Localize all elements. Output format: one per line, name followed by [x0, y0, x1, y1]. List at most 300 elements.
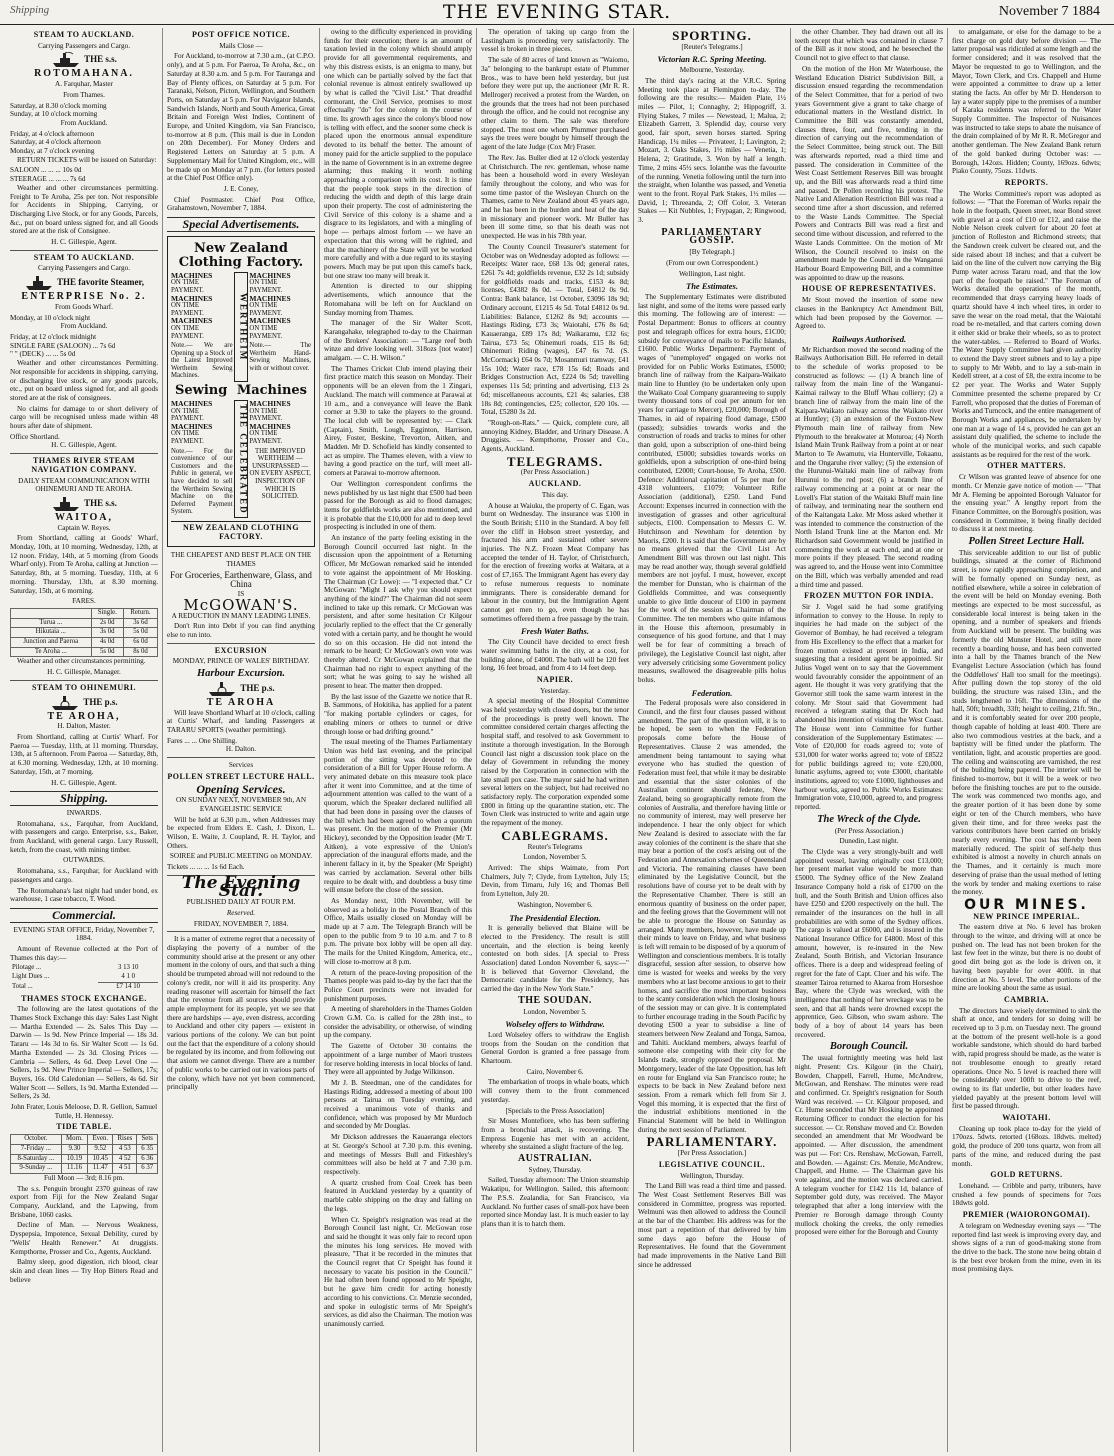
- table-header: Single.: [91, 608, 123, 618]
- ship-label: [10, 275, 158, 291]
- editorial-paragraph: It is a matter of extreme regret that a necessity of displaying the poverty of a number of the community should arise at the present or any other moment in the colony of ours, and that such a thing should be trumpeted abroad will not redound to the colony's credit, nor will it aid its prosperity. Any reading reasoner will ascertain for himself the fact that the revenue from all sources should provide ample employment for its people, yet we see that there are hardships — aye, even distress, according to Auckland and other city papers — existent in various portions of the colony. We can but point out the fact that the expenditure of a colony should be regulated by its income, and from following out that axiom we cannot diverge. There are a number of public works to be carried out in various parts of the colony, which have not yet been commenced, principally: [167, 935, 315, 1092]
- ship-name: ENTERPRISE No. 2.: [21, 291, 147, 303]
- dateline: London, November 5.: [523, 853, 587, 862]
- column-2: [163, 28, 320, 1452]
- table-cell: 9.52: [88, 1144, 113, 1154]
- editorial-date: FRIDAY, NOVEMBER 7, 1884.: [193, 919, 289, 928]
- agent-signature: H. C. Gillespie, Agent.: [51, 778, 117, 787]
- dateline-place: NAPIER.: [536, 674, 574, 684]
- masthead: [0, 0, 1114, 25]
- table-header-row: [11, 1135, 158, 1145]
- ad-cell-right: [249, 272, 311, 382]
- ad-heading: POLLEN STREET LECTURE HALL.: [167, 771, 315, 781]
- table-header: [11, 608, 92, 618]
- news-paragraph: This serviceable addition to our list of public buildings, situated at the corner of Richmond street, is now rapidly approaching completion, and will be formally opened on Sunday next, as notified elsewhere, while a soiree in celebration of the event will be held on Monday evening. Both meetings are expected to be most successful, as considerable local interest is being taken in the opening, and a number of speakers and friends from Auckland will be present. The building was formerly the old Munster Hotel, and still more recently a boarding house, and has been converted into a hall by the Thames branch of the New Evangelist Lecture Association (which has found the Oddfellows' Hall too small for the meetings). After pulling down the top storey of the old building, the structure was raised 13in., and the studs lengthened to 16ft. The dimensions of the hall, 50ft; breadth, 33ft; height to ceiling, 21ft. 9in., and it is comfortably seated for over 200 people, though capable of holding at least 400. There are also two commodious vestries at the back, and a baptistry will be fitted under the platform. The ventilation, light, and acoustic properties are good. The ceiling and wainscoting are varnished, the rest of the building being papered. The interior will be finished to-morrow, but it will be a week or two before the finishing touches are put to the outside. The work was commenced two months ago, and the greater portion of it has been done by some eight or ten of the Church members, who have given their time, and for three weeks past the various contributors have been carried on briskly nearly every evening. The cost has thereby been materially reduced. The spirit of self-help thus exhibited is almost a novelty in church annals on the Thames, and it certainly is much more deserving of praise than the usual method of letting the work by tender and making exertions to raise the money.: [952, 548, 1101, 897]
- agent-signature: H. C. Gillespie, Agent.: [51, 441, 117, 450]
- news-paragraph: The Works Committee's report was adopted as follows: — "That the Foreman of Works repair the hole in the footpath, Queen street, near Bond street with gravel at a cost of £10 or £12, and raise the Noble Nelson creek culvert for about 20 feet at junction of Rolleston and Richmond streets; that the Sandown creek culvert be cleared out, and the side raised about 18 inches; and that a culvert be laid on the line of the culvert now carrying the Big Pump water across Tararu road, and that the low part of the footpath be raised." The Foreman of Works detailed the operations of the month, recommended that drays carrying heavy loads of quartz should have 4 inch wheel tires, in order to save the wear on the road metal, that the Waiotahi road be re-metalled, and that carters coming down it either skid or brake their wheels, so as to protect the water-tables. — Referred to Board of Works. The Water Supply Committee had given authority to extend the Davy street subnets and to lay a pipe to supply to Mr Webb, and to lay a sub-main in Kedell street, at a cost of £8, the extra income to be £2 per year. The Works and Water Supply Committee presented the scheme prepared by Cr Farrell, who proposed that the duties of Foreman of Works and Turncock, and the entire management of Borough Works and appliances, be undertaken by one man at a wage of 14 s, provided he can get an assistant duly qualified, the scheme to include the whole of the municipal works, and such capable assistants as be required for the rest of the work.: [952, 189, 1101, 459]
- press-credit: Reuter's Telegrams: [527, 842, 583, 851]
- dateline: Dunedin, Last night.: [839, 837, 899, 846]
- masthead-date: November 7 1884: [998, 4, 1100, 19]
- terms-label: PAYMENT.: [171, 286, 204, 294]
- ad-heading: POST OFFICE NOTICE.: [191, 30, 291, 39]
- ad-note: Note.— We are Opening up a Stock of the Latest Improved Wertheim Sewing Machines.: [171, 342, 233, 380]
- ad-notice: Will leave Shortland Wharf at 10 o'clock, calling at Curtis' Wharf, and landing Passengers at TARARU SPORTS (weather permitting).: [167, 708, 315, 734]
- column-5: [634, 28, 791, 1452]
- news-paragraph: The Gazette of October 30 contains the appointment of a large number of Maori trustees for reserve holding interests in local blocks of land. They were all appointed by Judge Wilkinson.: [324, 1042, 472, 1077]
- ad-grid: [171, 272, 311, 382]
- ad-notice: Will be held at 6.30 p.m., when Addresses may be expected from Elders E. Cash, J. Dixon, L. Wilson, E. Waite, J. Coupland, R. H. Taylor, and Others.: [167, 815, 315, 850]
- ship-prefix: THE favorite Steamer,: [57, 277, 144, 288]
- tide-table: [10, 1134, 158, 1174]
- agent-signature: H. C. Gillespie, Manager.: [47, 668, 121, 677]
- ad-grid: [171, 400, 311, 518]
- table-cell: Total ...: [12, 982, 33, 990]
- subheading: GOLD RETURNS.: [990, 1170, 1063, 1180]
- signature-title: Chief Postmaster. Chief Post Office, Grahamstown, November 7, 1884.: [167, 195, 315, 213]
- news-paragraph: Cr Wilson was granted leave of absence for one month. Cr Menzie gave notice of motion — "That Mr A. Fleming be appointed Borough Valuator for the ensuing year." A lengthy report from the Finance Committee, on the Borough's position, was considered in Committee, it being finally decided to discuss it at next meeting.: [952, 473, 1101, 534]
- sailing-time: Sunday, at 10 o'clock morning: [10, 110, 98, 119]
- divider: [10, 680, 158, 681]
- table-cell: 4s 0d: [91, 638, 123, 648]
- machines-label: MACHINES: [249, 421, 291, 431]
- news-paragraph: The Federal proposals were also considered in Council, and the first four clauses passed without amendment. The part of the question will, it is to be hoped, be seen to when the Federation proposals come before the House of Representatives. Clause 2 was amended, the amendment being tantamount to saying what everyone who has studied the question of Federation must feel, that while it may be desirable and essential that the sister colonies of the Australian continent should federate, New Zealand, being so geographically remote from the colonies of Australia, and therefore having little or no community of interest, may well preserve her independence. I hear the only object for which New Zealand is desired to associate with the far away colonies of the continent is the share that she may bear a portion of the cost's arising out of the Federation and Annexation schemes of Queensland and Victoria. The remaining clauses have been eliminated by the Legislative Council, but the resolutions have of course yet to be dealt with by the Representative Chamber. There is still an enormous quantity of business on the order paper, and the feeling grows that the Government will not be able to prorogue the House on Saturday as arranged. Many members, however, have made up their minds to leave on Friday, and what business is left will remain to be disposed of by a quorum of Wellington and conscientious members. It is totally disgraceful, session after session, to observe how time is wasted for weeks and weeks by the very members who at last become anxious to get to their homes, and sacrifice the most important business to the scanty consideration which the closing hours of the session may or can give. It is contemplated to further encourage trading in the South Pacific by devoting £500 a year to subsidise a line of steamers between New Zealand and Tonga, Samoa, and Tahiti. Auckland members, always fearful of someone else competing with their city for the Islands trade, strongly opposed the proposal. Mr Montgomery, leader of the late Opposition, has left en route for England via San Francisco route; he expects to be back in New Zealand before next session. From a remark which fell from Sir J. Vogel this morning, it is expected that the first of the industrial exhibitions mentioned in the Financial Statement will be held in Wellington during the next session of Parliament.: [638, 699, 786, 1134]
- subheading: The Wreck of the Clyde.: [817, 813, 921, 825]
- reserved-line: Reserved.: [226, 908, 256, 917]
- news-paragraph: A quartz crushed from Coal Creek has been featured in Auckland yesterday by a quantity of marble cable shipping on the dray and falling on the legs.: [324, 1178, 472, 1213]
- ship-label: [10, 52, 158, 68]
- ship-master: A. Farquhar, Master: [55, 80, 113, 89]
- steamship-icon: [24, 275, 54, 291]
- sailing-time: Friday, at 4 o'clock afternoon: [10, 129, 95, 138]
- route-header: From Goods Wharf.: [55, 302, 113, 311]
- table-cell: 10.45: [88, 1154, 113, 1164]
- fare-line: SINGLE FARE (SALOON) ... 7s 6d: [10, 341, 116, 350]
- news-paragraph: An instance of the party feeling existing in the Borough Council occurred last night. In the discussion upon the appointment of a Returning Officer, Mr McGowan remarked said he intended to vote against the appointment of Mr Hosking. The Chairman (Cr Lowe): — "I expected that." Cr McGowan: "Might I ask why you should expect anything of the kind?" The Chairman did not seem inclined to take up this remark. Cr McGowan was persistent, and after some hesitation Cr Kilgour jocularly replied to the effect that the Cr generally voted with a certain party, and he thought he would do so on this occasion. He did not intend the remark to be heard; Cr McGowan's own vote was thereby altered. Cr McGowan explained that the Chairman had no right to expect anything of the sort; what he was going to say he wished all present to hear. The matter then dropped.: [324, 534, 472, 691]
- news-paragraph: Arrived: The ships Waimate, from Port Chalmers, July 7; Clyde, from Lyttelton, July 15; Devin, from Timaru, July 16; and Thomas Bell from Lyttelton, July 20.: [481, 863, 629, 899]
- table-cell: 6 37: [137, 1164, 158, 1174]
- news-paragraph: the other Chamber. They had drawn out all its teeth except that which was contained in clause 7 of the Bill as it now stood, and he beseeched the Council not to give effect to that clause.: [795, 28, 943, 63]
- terms-label: ON TIME: [249, 324, 278, 332]
- advertisement-paragraph: "Rough-on-Rats." — Quick, complete cure, all annoying Kidney, Bladder, and Urinary Disease. A Druggists. — Kempthorne, Prosser and Co., Agents, Auckland.: [481, 418, 629, 454]
- ship-name: ROTOMAHANA.: [34, 68, 134, 80]
- news-paragraph: The City Council have decided to erect fresh water swimming baths in the city, at a cost, for building alone, of £4000. The bath will be 120 feet long, 16 feet broad, and from 4 to 14 feet deep.: [481, 638, 629, 673]
- article-paragraph: The Rotomahana's last night had under bond, ex warehouse, 1 case tobacco, T. Wood.: [10, 886, 158, 904]
- table-cell: 9.30: [61, 1144, 88, 1154]
- dateline: Cairo, November 6.: [526, 1067, 584, 1076]
- advertisement-paragraph: Decline of Man. — Nervous Weakness, Dyspepsia, Impotence, Sexual Debility, cured by "Wells' Health Renewer." At druggists. Kempthorne, Prosser and Co., Agents, Auckland.: [10, 1221, 158, 1256]
- article-paragraph: The following are the latest quotations of the Thames Stock Exchange this day: Sales Last Night — Martha Extended — 2s. Sales This Day — Darwin — 1s 9d. New Prince Imperial — 18s 3d. Tararu — 14s 3d to 6s. Sir Walter Scott — 1s 6d. Martha Extended — 2s 3d. Closing Prices — Cambria — Sellers, 4s 6d. Deep Level One — Sellers, 1s 9d. New Prince Imperial — Sellers, 17s; Buyers, 16s. Old Caledonian — Sellers, 4s 6d. Sir Walter Scott — Sellers, 1s 9d. Martha Extended — Sellers, 2s 3d.: [10, 1005, 158, 1101]
- article-paragraph: Rotomahana, s.s., Farquhar, for Auckland with passengers and cargo.: [10, 867, 158, 884]
- subheading: The Estimates.: [686, 281, 738, 292]
- press-credit: [Per Press Association.]: [677, 1149, 747, 1158]
- revenue-table: [10, 964, 158, 991]
- sailing-time: Monday, at 10 o'clock night: [10, 313, 91, 322]
- column-6: [791, 28, 948, 1452]
- table-cell: 5s 0d: [124, 628, 158, 638]
- ship-label: [10, 496, 158, 512]
- section-heading-cablegrams: CABLEGRAMS.: [501, 827, 609, 843]
- section-heading-parliamentary-gossip: PARLIAMENTARY GOSSIP.: [661, 226, 763, 247]
- column-3: [320, 28, 477, 1452]
- subheading: OTHER MATTERS.: [987, 461, 1066, 471]
- steamship-icon: [51, 496, 81, 512]
- terms-label: PAYMENT.: [249, 286, 283, 294]
- ad-cell-right: [249, 400, 311, 518]
- dateline: London, November 5.: [523, 1007, 587, 1016]
- ad-title: Harbour Excursion.: [196, 668, 286, 680]
- terms-label: ON TIME: [171, 302, 200, 310]
- ad-heading: EXCURSION: [214, 645, 268, 655]
- route-header: From Thames.: [63, 90, 105, 99]
- dateline: Wellington, Last night.: [678, 269, 746, 278]
- news-paragraph: The manager of the Sir Walter Scott, Karangahake, telegraphed to-day to the Chairman of the Brokers' Association: — "Large reef both winze and drive looking well. 318ozs [not water] amalgam. — C. H. Wilson.": [324, 319, 472, 363]
- ad-title: Opening Services.: [196, 782, 286, 797]
- news-paragraph: Mr Richardson moved the second reading of the Railways Authorisation Bill. He referred in detail to the schedule of works proposed to be constructed as follows: — (1) A branch line of railway from the main line of the Wanganui-Kaimai railway to the Bluff Whau colliery; (2) a branch line of railway from the main line of the Kaipara-Waikato railway across the Waikato river at Huntley; (3) an extension of the Foxton-New Plymouth main line of railway from New Plymouth to the breakwater at Moturoa; (4) North Island Main Trunk Railway from a point at or near Marton to Te Awamutu, via Hunterville, Tokaanu, and the Ongaruhe river valley; (5) the extension of the Hurunui-Waitaki main line of railway from Hurunui to the red post; (6) a branch line of railway commencing at a point at or near the Lovell's Flat station of the Waitaki Bluff main line of railway, and terminating near the southern end of the Kaitangata Lake. Mr Moss asked whether it was intended to commence the construction of the North Island Trunk line at the Marton end. Mr Richardson said Government would be justified in commencing the work at each end, and at one or more points if they pleased. The second reading was agreed to, and the House went into Committee on the Bill, which was verbally amended and read a third time and passed.: [795, 345, 943, 589]
- news-paragraph: The eastern drive at No. 6 level has broken through to the winze, and driving will at once be pushed on. The lead has not been broken for the last few feet in the winze, but there is no doubt of good dirt being got as the lode is driven on, it having been payable for over 400ft. in that direction at No. 5 level. The other portions of the mine are looking about the same as usual.: [952, 923, 1101, 993]
- table-row: [10, 973, 158, 982]
- press-credit: (Per Press Association.): [834, 826, 904, 835]
- ad-subheading: ON SUNDAY NEXT, NOVEMBER 9th, AN EVANGELISTIC SERVICE: [175, 796, 307, 813]
- ad-cell-left: [171, 272, 233, 382]
- section-heading-special: Special Advertisements.: [167, 217, 315, 232]
- table-cell: 4 53: [113, 1144, 137, 1154]
- subheading: Victorian R.C. Spring Meeting.: [657, 54, 767, 65]
- ship-label: [10, 695, 158, 711]
- ad-notice: Weather and other circumstances Permitting. Not responsible for accidents in shipping, carrying, or discharging live stock, or any goods parcels, etc., put on board unless signed for, and all goods stored are at the risk of consignees.: [10, 359, 158, 402]
- subheading: Borough Council.: [829, 1041, 909, 1053]
- clothing-factory-ad: [167, 236, 315, 548]
- ad-title: New Zealand Clothing Factory.: [178, 240, 304, 270]
- table-cell: 3 13 10: [117, 964, 139, 972]
- columns: [6, 28, 1108, 1452]
- brokers: John Frater, Louis Meloose, D. R. Gellion, Samuel Tuttle, H. Hennessy.: [10, 1103, 158, 1120]
- sailing-time: Friday, at 12 o'clock midnight: [10, 332, 97, 341]
- news-paragraph: The sale of 80 acres of land known as "Waiomo, 3a" belonging to the bankrupt estate of Plummer Bros., was to have been held yesterday, but just before they were put up, the auctioneer (Mr R. R. Mellroger) received a protest from the Warden, on the grounds that the trees had not been purchased through the office, and he could not recognise any other claim to them. The sale was therefore stopped. The most one whom Plummer purchased says the trees were bought by himself through the agent of the late Judge (Cox Mr) Fraser.: [481, 56, 629, 152]
- terms-label: ON TIME: [249, 407, 278, 415]
- sailing-schedule: From Shortland, calling at Curtis' Wharf. For Paeroa — Tuesday, 11th, at 11 morning. Thursday, 13th, at 5 afternoon. From Paeroa — Saturday, 8th, at 6.30 morning. Wednesday, 12th, at 10 morning. Saturday, 15th, at 7 morning.: [10, 733, 158, 776]
- news-paragraph: Sailed, Tuesday afternoon: The Union steamship Wakatipu, for Wellington. Sailed, this afternoon: The P.S.S. Zealandia, for San Francisco, via Auckland. No further cases of small-pox have been reported since Monday last. It is much easier to lay plans than it is to hatch them.: [481, 1176, 629, 1228]
- article-paragraph: Amount of Revenue collected at the Port of Thames this day:—: [10, 945, 158, 962]
- table-cell: 7-Friday ...: [11, 1144, 62, 1154]
- news-paragraph: The directors have wisely determined to sink the shaft at once, and tenders for so doing will be received up to 3 p.m. on Tuesday next. The ground at the bottom of the present well-hole is a good workable sandstone, which should do hard barbed with, rapid progress should be made, as the water is not troublesome enough to greatly retard operations. Once No. 5 level is reached there will be considerably over 100ft to drive to the reef, owing to its flat underlie, but other leaders have yielded payably at the present bottom level will first be passed through.: [952, 1006, 1101, 1111]
- table-row: [11, 1164, 158, 1174]
- divider: [167, 931, 315, 932]
- subheading: Wolseley offers to Withdraw.: [505, 1019, 605, 1030]
- ship-master: Captain W. Reyes.: [57, 523, 111, 532]
- press-credit: [By Telegraph.]: [689, 248, 735, 257]
- terms-label: ON TIME: [249, 279, 278, 287]
- ad-notice: No claims for damage to or short delivery of cargo will be recognised unless made within 48 hours after date of shipment.: [10, 404, 158, 431]
- table-header: Sets: [137, 1135, 158, 1145]
- table-cell: Te Aroha ...: [11, 647, 92, 657]
- table-row: [11, 628, 158, 638]
- return-tickets: RETURN TICKETS will be issued on Saturday:: [17, 155, 157, 164]
- machines-label: MACHINES: [171, 399, 213, 409]
- ship-prefix: THE p.s.: [240, 682, 275, 693]
- table-row: [10, 964, 158, 973]
- news-paragraph: The Supplementary Estimates were distributed last night, and some of the items were passed early this morning. The following are of interest: — Postal Department: Bonus to officers at country post and telegraph offices for extra hours, £1C00; subsidy for conveyance of mails to Pacific Islands, £1600. Public Works Department: Payment of wages of "unemployed" engaged on works not provided for on Public Works Estimates, £5000; branch line of railway from the Kaipara-Waikato main line to Huntley (to be undertaken only upon the Waikato Coal Company guaranteeing to supply twenty thousand tons of coal per annum for ten years for carriage to Mercer), £20,000; Borough of Thames, in aid of repairing flood damage, £500 (passed); subsidies towards works and the construction of roads and tracks to mines for other than gold, upon a subscription of one-third being contributed, £5000; subsidies towards works on goldfields, upon a subscription of one-third being contributed, £2000; Court-house, Te Aroha, £500. Defence: Additional capitation of 5s per man for 4318 volunteers, £1079; Volunteer Rifle Association (additional), £250. Land Fund Account: Expenses incurred in connection with the investigation of grasses and other agricultural subjects, £100. Compensation to Messrs C. W. Hutchinson and Newnham for detention by Maoris, £200. It is said that the Government are by no means grieved that the Civil List Act Amendment Bill was thrown out last night. This may be read another way, though several goldfield members are not joyful. I must, however, except the member for Dunstan, who is chairman of the Goldfields Committee, and was consequently unable to give little douceur of £100 in payment for the work of the session as Chairman of the Committee. The ten members who quite infamous in the House this afternoon, presumably in consequence of his good fortune, and that I may well be for fear of committing a breach of privilege), the Legislative Council last night, after very adversely criticising some Government policy measures, swallowed the disagreeable pills holus bolus.: [638, 292, 786, 684]
- news-paragraph: Attention is directed to our shipping advertisements, which announce that the Rotomahana will be left on for Auckland on Sunday morning from Thames.: [324, 282, 472, 317]
- table-row: [11, 647, 158, 657]
- dateline: EVENING STAR OFFICE, Friday, November 7, 1884.: [13, 925, 155, 943]
- ship-prefix: THE p.s.: [83, 696, 118, 707]
- ad-note: Note.— The Wertheim Hand-Sewing Machines, with or without cover.: [249, 342, 311, 372]
- machines-label: MACHINES: [249, 293, 291, 303]
- terms-label: PAYMENT.: [249, 438, 283, 446]
- agent-signature: H. C. Gillespie, Agent.: [51, 238, 117, 247]
- news-paragraph: The Thames Cricket Club intend playing their first practice match this season on Monday. Their opponents will be an eleven from the 1 Zingari, Auckland. The match will commence at Parawai at 10 a.m., and a conveyance will leave the Bank corner at 9.30 to take the players to the ground. The local club will be represented by: — Clark (Captain), Smith, Lough, Egginton, Harrison, Airey, Foster, Beskine, Trevorton, Aitken, and Madden. Mr D. Schofield has kindly consented to act as umpire. The Thames eleven, with a view to having a good practice on the turf, will meet all-comers at Parawai to-morrow afternoon.: [324, 364, 472, 478]
- table-cell: 4 51: [113, 1164, 137, 1174]
- table-row: [10, 982, 158, 991]
- ad-subheading: Carrying Passengers and Cargo.: [37, 264, 131, 273]
- ad-subheading: DAILY STEAM COMMUNICATION WITH OHINEMURI AND TE AROHA.: [18, 476, 150, 494]
- news-paragraph: The Clyde was a very strongly-built and well appointed vessel, having originally cost £13,000; her present market value would be more than £5000. The Sydney office of the New Zealand Insurance Company hold a risk of £1700 on the hull, and the South British and Union offices also have £250 and £200 respectively on the hull. The remainder of the insurances on the hull in all probabilities are with some of the Sydney offices. The cargo is valued at £6000, and is insured in the National Insurance Office for £4800. Most of this amount, however, is re-insured in the New Zealand, South British, and Victorian Insurance offices. There is a deep and widespread feeling of regret for the fate of Capt. Cluer and his wife. The steamer Tairoa returned to Akaroa from Horseshoe Bay, where the Clyde was wrecked, with the intelligence that nothing of her wreckage was to be seen, and that all hands were drowned except the apprentice, Geo. Gibson, who swam ashore. The body of a boy of about 14 years has been recovered.: [795, 847, 943, 1039]
- ad-subheading: SOIREE and PUBLIC MEETING on MONDAY.: [169, 852, 313, 861]
- news-paragraph: As Monday next, 10th November, will be observed as a holiday in the Postal Branch of this Office, Mails usually closed on Monday will be made up at 7 a.m. The Telegraph Branch will be open to the public from 9 to 10 a.m. and 7 to 8 p.m. The private box lobby will be open all day. The mails for the United Kingdom, America, etc., will close to-morrow at 8 p.m.: [324, 896, 472, 966]
- ad-footer: NEW ZEALAND CLOTHING FACTORY.: [171, 521, 311, 541]
- sailing-time: Saturday, at 8.30 o'clock morning: [10, 101, 107, 110]
- table-cell: Turua ...: [11, 618, 92, 628]
- subheading: CAMBRIA.: [1003, 994, 1050, 1004]
- machines-label: MACHINES: [171, 316, 213, 326]
- news-paragraph: The third day's racing at the V.R.C. Spring Meeting took place at Flemington to-day. The following are the results:— Maiden Plate, 1½ miles — Pilot, 1; Connaghy, 2; Hippogriff, 3. Flying Stakes, 7 miles — Newstead, 1; Malua, 2; Elizabeth Garrett, 3. Splendid day, course very good, fair sport, seven horses started. Spring Handicap, 1¼ miles — Privateer, 1; Lavington, 2; Mozart, 3. Oaks Stakes, 1½ miles — Venetia, 1; Helena, 2; Gratitude, 3. Won by half a length. Time, 2 mins 45½ secs. Iolanthe was the favourite of the running. Venetia following until the turn into the straight, when Iolanthe was passed, and Venetia went to the front. Royal Park Stakes, 1½ miles — David, 1; Threeanda, 2; Off Color, 3. Veteran Stakes — Kit Nubbles, 1; Frypagan, 2; Ringwood, 3.: [638, 76, 786, 225]
- table-cell: 8s 0d: [124, 647, 158, 657]
- news-paragraph: A house at Waiuku, the property of C. Egan, was burnt on Wednesday. The insurance was £100 in the South British; £110 in the Standard. A boy fell over the cliff in Hobson street yesterday, and fractured his arm and sustained other severe injuries. The N.Z. Frozen Meat Company has accepted the tender of H. Taylor, of Christchurch, for the erection of freezing works at Waitara, at a cost of £7,165. The Immigrant Agent has every day to refuse numerous requests to nominate immigrants. There is considerable demand for labour in the country, but the Immigration Agent cannot get men to go, even though he has sometimes offered them a free passage by the train.: [481, 501, 629, 623]
- table-row: [11, 1144, 158, 1154]
- table-cell: Hikutaia ...: [11, 628, 92, 638]
- route-header: From Auckland.: [60, 322, 108, 331]
- masthead-section: Shipping: [10, 4, 50, 16]
- table-cell: 9-Sunday ...: [11, 1164, 62, 1174]
- divider: [10, 250, 158, 251]
- ship-name: TE AROHA: [206, 696, 276, 708]
- table-header: Even.: [88, 1135, 113, 1145]
- subheading: THAMES STOCK EXCHANGE.: [21, 993, 147, 1003]
- paddle-steamer-icon: [50, 695, 80, 711]
- fare-line: Fares ... ... One Shilling.: [167, 736, 238, 745]
- fares-heading: FARES.: [72, 597, 96, 606]
- ship-label: [167, 681, 315, 697]
- services-label: Services: [228, 761, 254, 770]
- terms-label: PAYMENT.: [171, 332, 204, 340]
- table-row: [11, 1154, 158, 1164]
- news-paragraph: It is generally believed that Blaine will be elected to the Presidency. The result is still uncertain, and the election is being keenly contested on both sides. [A special to Press Association] dated London November 6, says:—" It is believed that Governor Cleveland, the Democratic candidate for the Presidency, has carried the day in the New York State.": [481, 924, 629, 994]
- news-paragraph: The usual meeting of the Thames Parliamentary Union was held last evening, and the principal portion of the sitting was devoted to the consideration of a Bill for Upper House reform. A very animated debate on this measure took place after it went into Committee, and at the time of adjournment attention was called to the want of a quorum, which the Speaker declared nullified all that had been done in passing over the clauses of the bill which had been agreed to when a quorum was present. On the motion of the Premier (Mr Hickey), seconded by the Opposition leader (Mr T. Aitken), a vote expressive of the Union's appreciation of the inaugural efforts made, and the inherent fallacy in it, by the Speaker (Mr Speight) was carried by acclamation. Several other bills require to be dealt with, and doubtless a busy time will ensue before the close of the session.: [324, 738, 472, 895]
- dateline: Wellington, Thursday.: [680, 1171, 744, 1180]
- machines-label: MACHINES: [171, 270, 213, 280]
- machines-word: Machines: [236, 383, 307, 399]
- advertisement-paragraph: Balmy sleep, good digestion, rich blood, clear skin and clean lines — Try Hop Bitters Read and believe: [10, 1258, 158, 1284]
- terms-label: ON TIME: [171, 430, 200, 438]
- terms-label: PAYMENT.: [249, 415, 283, 423]
- subheading: TIDE TABLE.: [56, 1122, 112, 1132]
- fare-line: SALOON ... ... ... 10s 0d: [10, 166, 82, 175]
- table-cell: Junction and Paeroa: [11, 638, 92, 648]
- ad-note: Note.— For the convenience of our Customers and the Public in general, we have decided to sell the Wertheim Sewing Machine on the Deferred Payment System.: [171, 447, 233, 516]
- terms-label: ON TIME: [171, 324, 200, 332]
- table-cell: 4 1 0: [121, 973, 135, 981]
- news-paragraph: A return of the peace-loving proposition of the Thames people was paid to-day by the fact that the Police Court precincts were not invaded for punishment purposes.: [324, 968, 472, 1003]
- section-heading-australian: AUSTRALIAN.: [517, 1153, 593, 1165]
- subheading: FROZEN MUTTON FOR INDIA.: [804, 591, 934, 601]
- terms-label: ON TIME: [171, 407, 200, 415]
- ad-is: IS: [237, 590, 245, 599]
- news-paragraph: By the last issue of the Gazette we notice that R. B. Sammons, of Hokitika, has applied for a patent "for making portable cylinders or cages, for enabling miners or others to tunnel or drive through loose or bad drifting ground.": [324, 692, 472, 736]
- ship-prefix: THE s.s.: [84, 498, 117, 508]
- table-cell: 10.19: [61, 1154, 88, 1164]
- machines-label: MACHINES: [249, 399, 291, 409]
- divider: [10, 453, 158, 454]
- table-cell: 3s 6d: [124, 618, 158, 628]
- table-cell: 6 35: [137, 1144, 158, 1154]
- signature: H. Dalton.: [225, 745, 257, 754]
- sailing-time: Saturday, at 4 o'clock afternoon: [10, 138, 101, 147]
- column-1: [6, 28, 163, 1452]
- dateline: Washington, November 6.: [517, 900, 593, 909]
- subheading: Mails Close —: [219, 41, 263, 50]
- news-paragraph: Lonehand. — Cribble and party, tributers, have crushed a few pounds of specimens for 7ozs 18dwts gold.: [952, 1182, 1101, 1208]
- ship-name: TE AROHA,: [47, 710, 121, 722]
- ad-subheading: For Groceries, Earthenware, Glass, and China: [170, 569, 312, 589]
- ad-heading: THAMES RIVER STEAM NAVIGATION COMPANY.: [31, 456, 137, 474]
- subheading: NEW PRINCE IMPERIAL.: [973, 911, 1080, 921]
- column-7: [948, 28, 1105, 1452]
- table-cell: 8-Saturday ...: [11, 1154, 62, 1164]
- section-heading-shipping: Shipping.: [10, 791, 158, 806]
- table-cell: £7 14 10: [98, 982, 158, 991]
- signature: J. E. Coney,: [223, 184, 259, 193]
- table-header: Rises: [113, 1135, 137, 1145]
- fares-table: [10, 608, 158, 658]
- celebrated-vertical-label: THE CELEBRATED: [234, 400, 249, 518]
- ship-prefix: THE s.s.: [84, 54, 117, 65]
- dateline: Yesterday.: [540, 686, 570, 695]
- terms-label: PAYMENT.: [171, 415, 204, 423]
- terms-label: PAYMENT.: [171, 309, 204, 317]
- news-paragraph: The usual fortnightly meeting was held last night. Present: Crs. Kilgour (in the Chair), Bowden, Chappell, Farrell, Hume, McAndrew, McGowan, and Renshaw. The minutes were read and confirmed. Cr. Speight's resignation for South Ward was received. — Cr. Kilgour proposed, and Cr. Hume seconded that Mr Hosking be appointed Returning Officer to conduct the election for his successor. — Cr. Renshaw moved and Cr. Bowden seconded an amendment that Mr Woodward be appointed. — After discussion, the amendment was put — For: Crs. Renshaw, McGowan, Farrell, and Bowden. — Against: Crs. Menzie, McAndrew, Chappell, and Hume. — The Chairman gave his vote against, and the motion was declared carried. A telegram voucher for £142 11s 1d, balance of September gold duty, was received. The Mayor telegraphed that after a long interview with the Premier re Borough damage through County mullock choking the creeks, the only remedies proposed were either for the Borough and County: [795, 1054, 943, 1237]
- section-heading-sporting: SPORTING.: [672, 28, 752, 43]
- table-cell: 6s 0d: [124, 638, 158, 648]
- newspaper-title: THE EVENING STAR.: [442, 1, 672, 23]
- table-cell: Pilotage ...: [12, 964, 42, 972]
- ad-heading: STEAM TO AUCKLAND.: [33, 30, 135, 39]
- ad-title: [171, 384, 311, 398]
- section-heading-soudan: THE SOUDAN.: [518, 994, 592, 1006]
- table-header: October.: [11, 1135, 62, 1145]
- table-cell: 2s 0d: [91, 618, 123, 628]
- fare-line: " " (DECK) ... ... 5s 0d: [10, 350, 76, 359]
- ad-heading: STEAM TO OHINEMURI.: [31, 682, 137, 692]
- divider: [167, 643, 315, 644]
- editorial-masthead: The Evening Star.: [181, 872, 301, 902]
- machines-label: MACHINES: [249, 270, 291, 280]
- table-cell: 3s 0d: [91, 628, 123, 638]
- news-paragraph: The Rev. Jas. Buller died at 12 o'clock yesterday at Christchurch. The rev. gentleman, whose name has been a household word in every Wesleyan family throughout the colony, and who was for some time pastor of the Wesleyan Church on the Thames, came to New Zealand about 45 years ago, and he has been in the burden and heat of the day in missionary and pioneer work. Mr Buller has been ill some time, so that his death was not unexpected. He was in his 78th year.: [481, 153, 629, 241]
- news-paragraph: The operation of taking up cargo from the Lastingham is proceeding very satisfactorily. The vessel is broken in three pieces.: [481, 28, 629, 54]
- terms-label: PAYMENT.: [249, 332, 283, 340]
- ship-master: H. Dalton, Master.: [57, 722, 111, 731]
- table-cell: Light Dues ...: [12, 973, 50, 981]
- table-row: [11, 638, 158, 648]
- machines-label: MACHINES: [171, 293, 213, 303]
- ad-notice: Weather and other circumstances permitting. Freight to Te Aroha, 25s per ton. Not responsible for Accidents in Shipping, Carrying, or Discharging Live Stock, or for any Goods, Parcels, &c., put on board unless signed for, and all Goods stored are at the risk of Consignee.: [10, 183, 158, 236]
- article-paragraph: The s.s. Penguin brought 2370 guineas of raw export from Fiji for the New Zealand Sugar Company, Auckland, and the Lapwing, from Brisbane, 1060 casks.: [10, 1184, 158, 1219]
- subheading: Fresh Water Baths.: [521, 626, 589, 637]
- subheading: HOUSE OF REPRESENTATIVES.: [802, 284, 936, 294]
- column-4: [477, 28, 634, 1452]
- news-paragraph: On the motion of the Hon Mr Waterhouse, the Westland Education District Subdivision Bill, a discussion ensued regarding the recommendation of the Select Committee, that for a period of two years Government give a grant to take charge of educational matters in the Westland district. In Committee the Bill was constantly amended, clauses three, four, and five, tending in the direction of carrying out the recommendation of the Select Committee, being struck out. The Bill was afterwards reported, read a third time and passed. The consideration in Committee of the West Coast Settlement Reserves Bill was brought up, and the Bill was afterwards read a third time and passed. Dr Pollen recording his protest. The Native Land Alienation Restriction Bill was read a second time after a short discussion, and referred to the Waste Lands Committee. The Special Powers and Contracts Bill was read a first and second time without discussion, and referred to the Waste Lands Committee. On the motion of Mr Wilson, the Council resolved to insist on the amendment made by the Council in the Wanganui Harbour Board Empowering Bill, and a committee was appointed to draw up the reasons.: [795, 64, 943, 282]
- table-cell: 6 36: [137, 1154, 158, 1164]
- table-header-row: [11, 608, 158, 618]
- article-paragraph: Rotomahana, s.s., Farquhar, from Auckland, with passengers and cargo. Enterprise, s.s., Baker, from Auckland, with general cargo. Lucy Russell, ketch, from the coast, with mining timber.: [10, 819, 158, 854]
- news-paragraph: Sir Moses Montefiore, who has been suffering from a bronchial attack, is recovering. The Empress Eugenie has met with an accident, whereby she sustained a slight fracture of the leg.: [481, 1117, 629, 1152]
- table-cell: 5s 0d: [91, 647, 123, 657]
- table-cell: 11.16: [61, 1164, 88, 1174]
- dateline-place: AUCKLAND.: [528, 479, 582, 489]
- machines-label: MACHINES: [249, 316, 291, 326]
- ad-subheading: A REDUCTION IN MANY LEADING LINES.: [171, 611, 311, 620]
- terms-label: PAYMENT.: [249, 309, 283, 317]
- section-heading-commercial: Commercial.: [10, 908, 158, 923]
- news-paragraph: Mr Stout moved the insertion of some new clauses in the Bankruptcy Act Amendment Bill, which had been proposed by the Governor. — Agreed to.: [795, 296, 943, 331]
- news-paragraph: Sir J. Vogel said he had some gratifying information to convey to the House. In reply to inquiries he had made on the subject of the Governor of Bombay, he had received a telegram from His Excellency to the effect that a market for frozen mutton existed at present in India, and suggesting that a resident agent be appointed. Sir Julius Vogel went on to say that the Government would favourably consider the appointment of an agent. He thought it was very gratifying that the Governor still took the same warm interest in the colony. Mr Stout said that Government had received a telegram stating that Dr Koch had abandoned his intention of visiting the West Coast. The House went into Committee for further consideration of the Supplementary Estimates: — Vote of £20,000 for roads agreed to; vote of £31,000 for water works agreed to; vote of £8522 for public buildings agreed to; vote £20,000, lunatic asylums, agreed to; vote £3000, charitable institutions, agreed to; vote £1000, lighthouses and harbour works, agreed to. Public Works Estimates: Immigration vote, £10,000, agreed to, and progress reported.: [795, 603, 943, 812]
- news-paragraph: to amalgamate, or else for the damage to be a first charge on gold duty before division — The latter proposal was ridiculed at some length and the former considered; and it was resolved that the Mayor be requested to go to Wellington, and the Mayor, Town Clerk, and Crs. Chappell and Hume were appointed a committee to draw up a letter stating the facts. An offer by Mr D. Henderson to lay a water supply pipe to the premises of a number of Karaka residents was referred to the Water Supply Committee. The Inspector of Nuisances was instructed to take steps to abate the nuisance of the drain complained of by Mr R. R. McGregor and another gentleman. The New Zealand Bank return of the gold banked during October was: — Borough, 142ozs. Hidden; County, 169ozs. 6dwts; Piako County, 75ozs. 11dwts.: [952, 28, 1101, 176]
- subheading: Railways Authorised.: [831, 333, 907, 344]
- wertheim-vertical-label: WERTHEIM: [234, 272, 249, 382]
- published-line: PUBLISHED DAILY AT FOUR P.M.: [186, 898, 296, 907]
- ad-cell-left: [171, 400, 233, 518]
- terms-label: ON TIME: [249, 302, 278, 310]
- news-paragraph: When Cr. Speight's resignation was read at the Borough Council last night, Cr. McGowan rose and said he thought it was only fair to record upon the minutes his long services. He moved with pleasure, "That it be recorded in the minutes that the Council regret that Cr Speight has found it necessary to vacate his position in the Council." He had often been found opposed to Mr Speight, but he gave him credit for acting honestly according to his convictions. Cr. Menzie seconded, and spoke in eulogistic terms of Mr Speight's services, as did also the Chairman. The motion was unanimously carried.: [324, 1215, 472, 1328]
- table-cell: 11.47: [88, 1164, 113, 1174]
- table-cell: 4 52: [113, 1154, 137, 1164]
- subheading: PREMIER (WAIORONGOMAI).: [962, 1210, 1091, 1220]
- terms-label: PAYMENT.: [171, 438, 204, 446]
- ad-heading: THE CHEAPEST AND BEST PLACE ON THE THAMES: [170, 551, 312, 569]
- news-paragraph: A telegram on Wednesday evening says — "The reported find last week is improving every day, and shows signs of a run of good-making stone from the drive to the back. The stone now being obtain d is the best ever broken from the mine, even in its most promising days.: [952, 1221, 1101, 1274]
- dateline: Melbourne, Yesterday.: [679, 66, 745, 75]
- subheading: OUTWARDS.: [63, 856, 105, 865]
- steamship-icon: [51, 52, 81, 68]
- news-paragraph: A meeting of shareholders in the Thames Golden Crown G.M. Co. is called for the 28th inst., to consider the advisability, or otherwise, of winding up the company.: [324, 1005, 472, 1040]
- article-paragraph: For Auckland, to-morrow at 7.30 a.m., (at C.P.O. only), and at 5 p.m. For Paeroa, Te Aroha, &c., on Saturday at 8.30 a.m. and 5 p.m. For Tauranga and Bay of Plenty offices, on Saturday at 5 p.m. For Taranaki, Nelson, Picton, Wellington, and Southern Ports, on Saturday at 5 p.m. For Navigator Islands, Sandwich Islands, North and South America, Great Britain and Foreign West Indies, Continent of Europe, and United Kingdom, via San Francisco, to-morrow at 8 p.m. (This mail is due in London on 20th December). For Money Orders and Registered Letters on Saturday at 5 p.m. A Supplementary Mail for United Kingdom, etc., will be made up on Monday at 7 p.m. (for letters posted at the Chief Post Office only).: [167, 52, 315, 183]
- ad-subheading: Carrying Passengers and Cargo.: [37, 41, 131, 50]
- subheading: The Presidential Election.: [509, 912, 601, 923]
- ship-name: WAITOA,: [55, 511, 113, 523]
- terms-label: ON TIME: [249, 430, 278, 438]
- divider: [167, 757, 315, 758]
- route-header: From Auckland.: [60, 118, 108, 127]
- sailing-time: Monday, at 7 o'clock evening: [10, 147, 95, 156]
- news-paragraph: Cleaning up took place to-day for the yield of 170ozs. 5dwts. retorted (168ozs. 18dwts. melted) gold, the produce of 200 tons quartz, won from all parts of the mine, and reduced during the past month.: [952, 1124, 1101, 1168]
- editorial-paragraph: owing to the difficulty experienced in providing funds for their execution; there is an amount of taxation levied in the colony which should amply provide for all governmental requirements, and why this distress exists, is an enigma to many, but one which can be partially solved by the fact that colonial revenue is almost entirely swallowed up by what is called the "Civil List." That dreadful cormorant, the Civil Service, promises to most effectually "do" for the colony in the course of time. Its growth ages since the colony's blood now is telling with effect, and the sooner some check is placed upon the enormous annual expenditure devoted to its behalf the better. The amount of money paid for the article supplied to the populace in the name of Government is in an extreme degree alarming; thus making it worth nothing approaching a comparison with its cost. It is time that the people took steps in the direction of reducing the width and depth of this large drain upon their property. The cost of administering the Civil Service of this colony is a shame and a disgrace to its legislators, and with a mingling of hope — perhaps almost forlorn — we have an expectation that this wrong will be righted, and that the machinery of the State will yet be worked more carefully and with a due regard to its staying powers. Much may be put upon this camel's back, but one straw too many will break it.: [324, 28, 472, 280]
- sewing-word: Sewing: [175, 383, 228, 399]
- moon-phase: Full Moon — 3rd; 8.16 pm.: [43, 1173, 125, 1182]
- press-credit: (From our own Correspondent.): [666, 258, 758, 267]
- news-paragraph: Mr J. B. Steedman, one of the candidates for Hastings Riding, addressed a meeting of about 100 persons at Tairua on Tuesday evening, and received a unanimous vote of thanks and confidence, which was proposed by Mr Murdoch and seconded by Mr Douglas.: [324, 1078, 472, 1131]
- press-credit: [Specials to the Press Association]: [505, 1106, 605, 1115]
- paddle-steamer-icon: [207, 681, 237, 697]
- subheading: INWARDS.: [66, 808, 102, 817]
- table-header: Return.: [124, 608, 158, 618]
- ad-note: THE IMPROVED WERTHEIM — UNSURPASSED — ON EVERY ASPECT, INSPECTION OF WHICH IS SOLICITED.: [249, 447, 311, 501]
- dateline: Sydney, Thursday.: [528, 1165, 582, 1174]
- table-row: [11, 618, 158, 628]
- ad-notice: Weather and other circumstances permitting.: [17, 657, 146, 666]
- subheading: Federation.: [691, 687, 733, 698]
- news-paragraph: The Land Bill was read a third time and passed. The West Coast Settlement Reserves Bill was considered in Committee, progress was reported. Welmuni was then allowed to address the Council at the bar of the Chamber. His address was for the most part a repetition of that delivered by him some days ago before the House of Representatives. He found that the Government had made improvements in the Native Land Bill since he addressed: [638, 1182, 786, 1269]
- dateline: This day.: [541, 490, 569, 499]
